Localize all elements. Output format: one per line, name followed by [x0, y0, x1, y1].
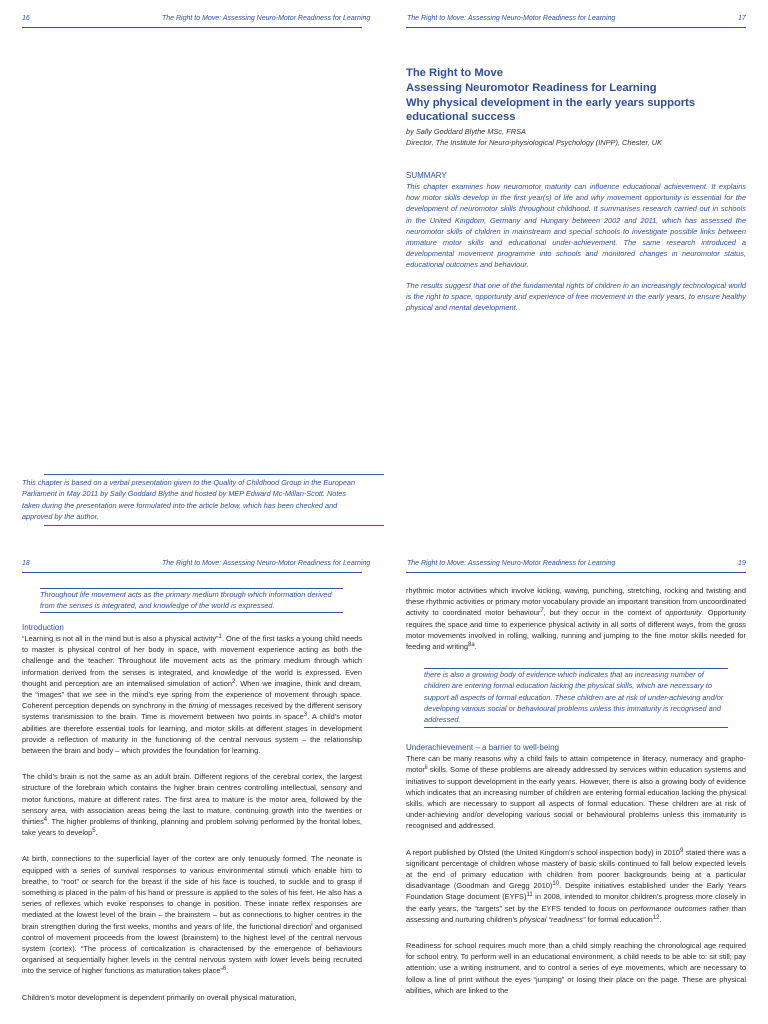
- running-title: The Right to Move: Assessing Neuro-Motor Readiness for Learning: [407, 15, 616, 22]
- page-16: [0, 0, 384, 545]
- body-paragraph: rhythmic motor activities which involve kicking, waving, punching, stretching, rocking and twisting and these rhythmic activities or primary motor vocabulary provide an important transition from uncoordinated activity to coordinated motor behaviour$^7$, but they occur in the context of opportunity. Opportunity requires the space and time to experience physical activity in all sorts of different ways, from the gross motor movements involved in rolling, walking, running and jumping to the fine motor skills needed for feeding and writing$^{8a}$.: [406, 586, 746, 652]
- byline: by Sally Goddard Blythe MSc, FRSA: [406, 127, 526, 136]
- header-rule: [406, 572, 746, 573]
- footnote-text: This chapter is based on a verbal presentation given to the Quality of Childhood Group in the European Parliament in May 2011 by Sally Goddard Blythe and hosted by MEP Edward Mc-Millan-Scott. Notes taken during the presentation were formulated into the article below, which has been checked and approved by the author.: [22, 478, 356, 522]
- page-number: 18: [22, 560, 30, 567]
- body-paragraph: There can be many reasons why a child fails to attain competence in literacy, numeracy and grapho-motor$^{ii}$ skills. Some of these problems are already addressed by services within education systems and initiatives to support development in the early years. However, there is also a growing body of evidence which indicates that an increasing number of children are entering formal education lacking the physical skills, which are necessary to support all aspects of formal education. These children are at risk of under-achieving and/or developing various social or behavioural problems unless this immaturity is recognised and addressed.: [406, 754, 746, 831]
- body-paragraph: At birth, connections to the superficial layer of the cortex are only tenuously formed. The neonate is equipped with a series of survival responses to various environmental stimuli which enable him to breathe, to “root” or search for the breast if the side of his face is touched, to suckle and to grasp if something is placed in the palm of his hand or pressure is applied to the soles of his feet. He also has a series of reflexes which evoke responses to change in position. These innate reflex responses are mediated at the lowest level of the brain – the brainstem – but as connections to higher centres in the brain strengthen during the first weeks, months and years of life, the functional direction$^i$ and organised control of movement proceeds from the lowest (brainstem) to the highest level of the central nervous system (cortex). “The process of corticalization is characterised by the emergence of behaviours organised at sequentially higher levels in the central nervous system with lower levels being recruited into the service of higher functions as maturation takes place”$^6$.: [22, 854, 362, 976]
- header-rule: [22, 27, 362, 28]
- affiliation: Director, The Institute for Neuro-physiological Psychology (INPP), Chester, UK: [406, 138, 662, 147]
- chapter-title: The Right to Move: [406, 67, 503, 79]
- chapter-subtitle-2: Why physical development in the early years supports educational success: [406, 97, 696, 123]
- chapter-subtitle: Assessing Neuromotor Readiness for Learning: [406, 82, 657, 94]
- header-rule: [406, 27, 746, 28]
- page-19: [384, 545, 768, 1024]
- pull-quote: [40, 588, 343, 613]
- section-heading: Introduction: [22, 623, 64, 632]
- section-heading: Underachievement – a barrier to well-being: [406, 743, 559, 753]
- running-title: The Right to Move: Assessing Neuro-Motor Readiness for Learning: [407, 560, 616, 567]
- pull-quote-text: Throughout life movement acts as the primary medium through which information derived from the senses is integrated, and knowledge of the world is expressed.: [40, 590, 332, 610]
- page-17: [384, 0, 768, 545]
- summary-section: [406, 170, 746, 322]
- pull-quote: [424, 668, 728, 728]
- summary-paragraph: The results suggest that one of the fundamental rights of children in an increasingly technological world is the right to space, opportunity and experience of free movement in the early years, to ensure healthy physical and mental development.: [406, 280, 746, 313]
- footnote-box: [22, 474, 362, 526]
- page-number: 19: [738, 560, 746, 567]
- body-paragraph: Readiness for school requires much more than a child simply reaching the chronological age required for school entry. To perform well in an educational environment, a child needs to be able to: sit still; pay attention; use a writing instrument, and to control a series of eye movements, which are necessary to follow a line of print without the eyes “jumping” or losing their place on the page. These are physical abilities, which are linked to the: [406, 941, 746, 995]
- pull-quote-text: there is also a growing body of evidence which indicates that an increasing number of children are entering formal education lacking the physical skills, which are necessary to support all aspects of formal education. These children are at risk of under-achieving and/or developing various social or behavioural problems unless this immaturity is recognised and addressed.: [424, 670, 724, 725]
- body-paragraph: A report published by Ofsted (the United Kingdom’s school inspection body) in 2010$^9$ stated there was a significant percentage of children whose mastery of basic skills continued to fall below expected levels at the end of primary education with children from poorer backgrounds being at a particular disadvantage (Goodman and Gregg 2010)$^{10}$. Despite initiatives established under the Early Years Foundation Stage document (EYFS)$^{11}$ in 2008, intended to monitor children’s progress more closely in the early years, the “targets” set by the EYFS tended to focus on performance outcomes rather than assessing and nurturing children’s physical “readiness” for formal education$^{12}$.: [406, 847, 747, 924]
- header-rule: [22, 572, 362, 573]
- running-title: The Right to Move: Assessing Neuro-Motor Readiness for Learning: [162, 15, 371, 22]
- body-paragraph: The child’s brain is not the same as an adult brain. Different regions of the cerebral cortex, the largest structure of the forebrain which contains the higher brain centres controlling intellectual, sensory and motor functions, mature at different rates. The first area to mature is the motor area, followed by the sensory area, with association areas being the last to mature, continuing growth into the twenties or thirties$^4$. The higher problems of thinking, planning and problem solving performed by the frontal lobes, take years to develop$^5$.: [22, 772, 362, 838]
- page-number: 16: [22, 15, 30, 22]
- body-paragraph: “Learning is not all in the mind but is also a physical activity”$^1$. One of the first tasks a young child needs to master is physical control of her body in space, with movement experience acting as both the challenge and the teacher. Throughout life movement acts as the primary medium through which information derived from the senses is integrated, and knowledge of the world is expressed. Even thought and perception are an internalised simulation of action$^2$. When we imagine, think and dream, the “images” that we see in the mind’s eye spring from the experience of movement through space. Coherent perception depends on synchrony in the timing of messages received by the different sensory systems transmission to the brain. Time is movement between two points in space$^3$. A child’s motor abilities are therefore essential tools for learning, and motor skills at different stages in development provide a reflection of maturity in the functioning of the central nervous system – the relationship between the brain and body – which provides the foundation for learning.: [22, 634, 362, 756]
- page-number: 17: [738, 15, 746, 22]
- chapter-title-block: [406, 66, 750, 148]
- page-18: [0, 545, 384, 1024]
- body-column: [406, 585, 746, 1002]
- body-column: [22, 622, 362, 1009]
- summary-heading: SUMMARY: [406, 171, 447, 180]
- body-paragraph: Children’s motor development is dependent primarily on overall physical maturation,: [22, 992, 297, 1002]
- running-title: The Right to Move: Assessing Neuro-Motor Readiness for Learning: [162, 560, 371, 567]
- summary-paragraph: This chapter examines how neuromotor maturity can influence educational achievement. It explains how motor skills develop in the first year(s) of life and why movement opportunity is essential for the development of neuromotor skills throughout childhood. It summarises research carried out in schools in the United Kingdom, Germany and Hungary between 2002 and 2011, which has assessed the neuromotor skills of children in mainstream and special schools to investigate possible links between immature motor skills and educational under-achievement. The same research introduced a developmental movement programme into schools and monitored changes in neuromotor status, educational outcomes and behaviour.: [406, 182, 746, 270]
